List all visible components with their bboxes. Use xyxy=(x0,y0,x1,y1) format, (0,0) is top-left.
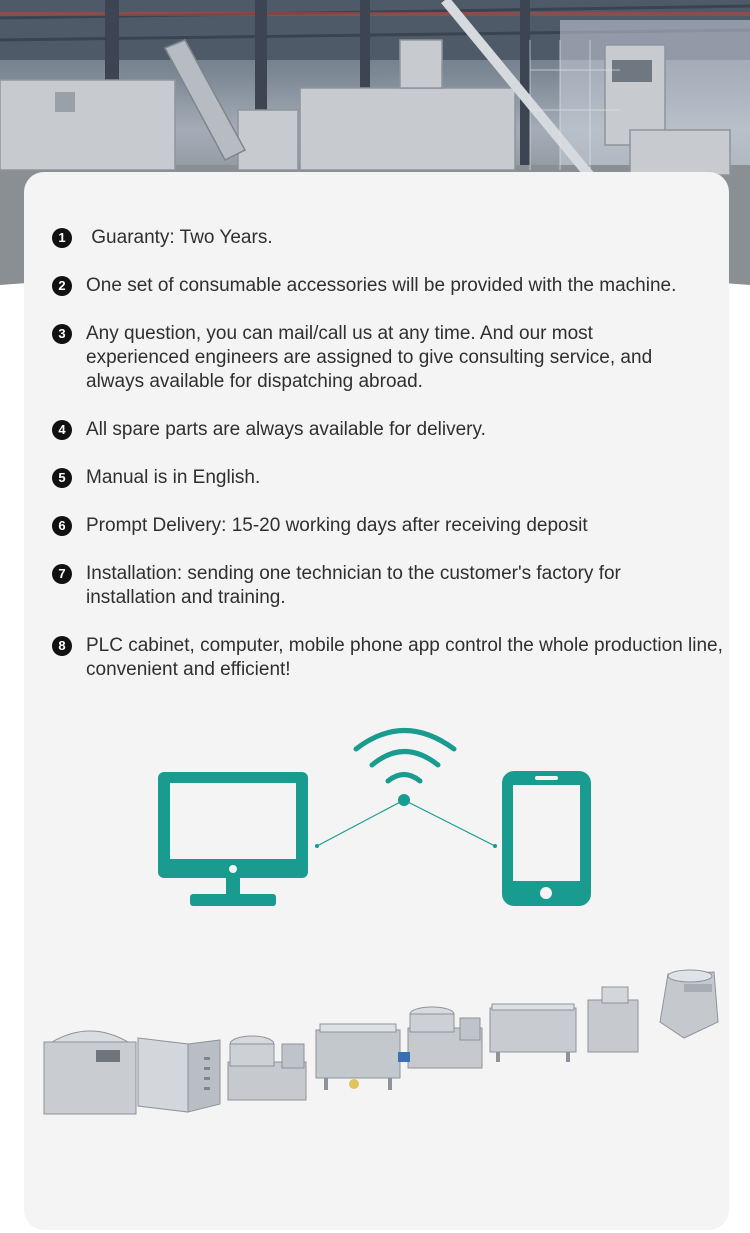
bullet-number: 2 xyxy=(52,276,72,296)
bullet-number: 6 xyxy=(52,516,72,536)
connector-dot xyxy=(315,844,319,848)
connection-lines xyxy=(317,800,495,846)
monitor-icon xyxy=(158,772,308,906)
blanching-machine xyxy=(490,1004,576,1062)
bullet-number: 1 xyxy=(52,228,72,248)
bullet-number: 3 xyxy=(52,324,72,344)
feature-text: Installation: sending one technician to the customer's factory for installation and training. xyxy=(86,563,621,608)
feature-text: Manual is in English. xyxy=(86,467,261,488)
wifi-icon xyxy=(356,731,454,782)
feature-text: Guaranty: Two Years. xyxy=(86,227,273,248)
peeling-machine xyxy=(660,970,718,1038)
smartphone-icon xyxy=(502,771,591,906)
feature-text: One set of consumable accessories will be provided with the machine. xyxy=(86,275,677,296)
feature-text: All spare parts are always available for delivery. xyxy=(86,419,486,440)
bullet-number: 8 xyxy=(52,636,72,656)
frying-machine xyxy=(316,1024,400,1090)
feature-text: Prompt Delivery: 15-20 working days after receiving deposit xyxy=(86,515,588,536)
feature-card xyxy=(24,172,729,1230)
bullet-number: 7 xyxy=(52,564,72,584)
bullet-number: 4 xyxy=(52,420,72,440)
machine-lineup xyxy=(44,970,718,1114)
cabinet-machine xyxy=(138,1038,220,1112)
connector-dot xyxy=(493,844,497,848)
cutting-machine xyxy=(588,987,638,1052)
dewatering-machine xyxy=(228,1036,306,1100)
bullet-number: 5 xyxy=(52,468,72,488)
deoiling-machine xyxy=(398,1007,482,1068)
vacuum-packing-machine xyxy=(44,1031,136,1114)
connectivity-illustration xyxy=(24,172,729,1230)
feature-text: Any question, you can mail/call us at any time. And our most experienced engineers are assigned to give consulting service, and always available for dispatching abroad. xyxy=(86,323,653,392)
feature-text: PLC cabinet, computer, mobile phone app control the whole production line, convenient and efficient! xyxy=(86,635,723,680)
